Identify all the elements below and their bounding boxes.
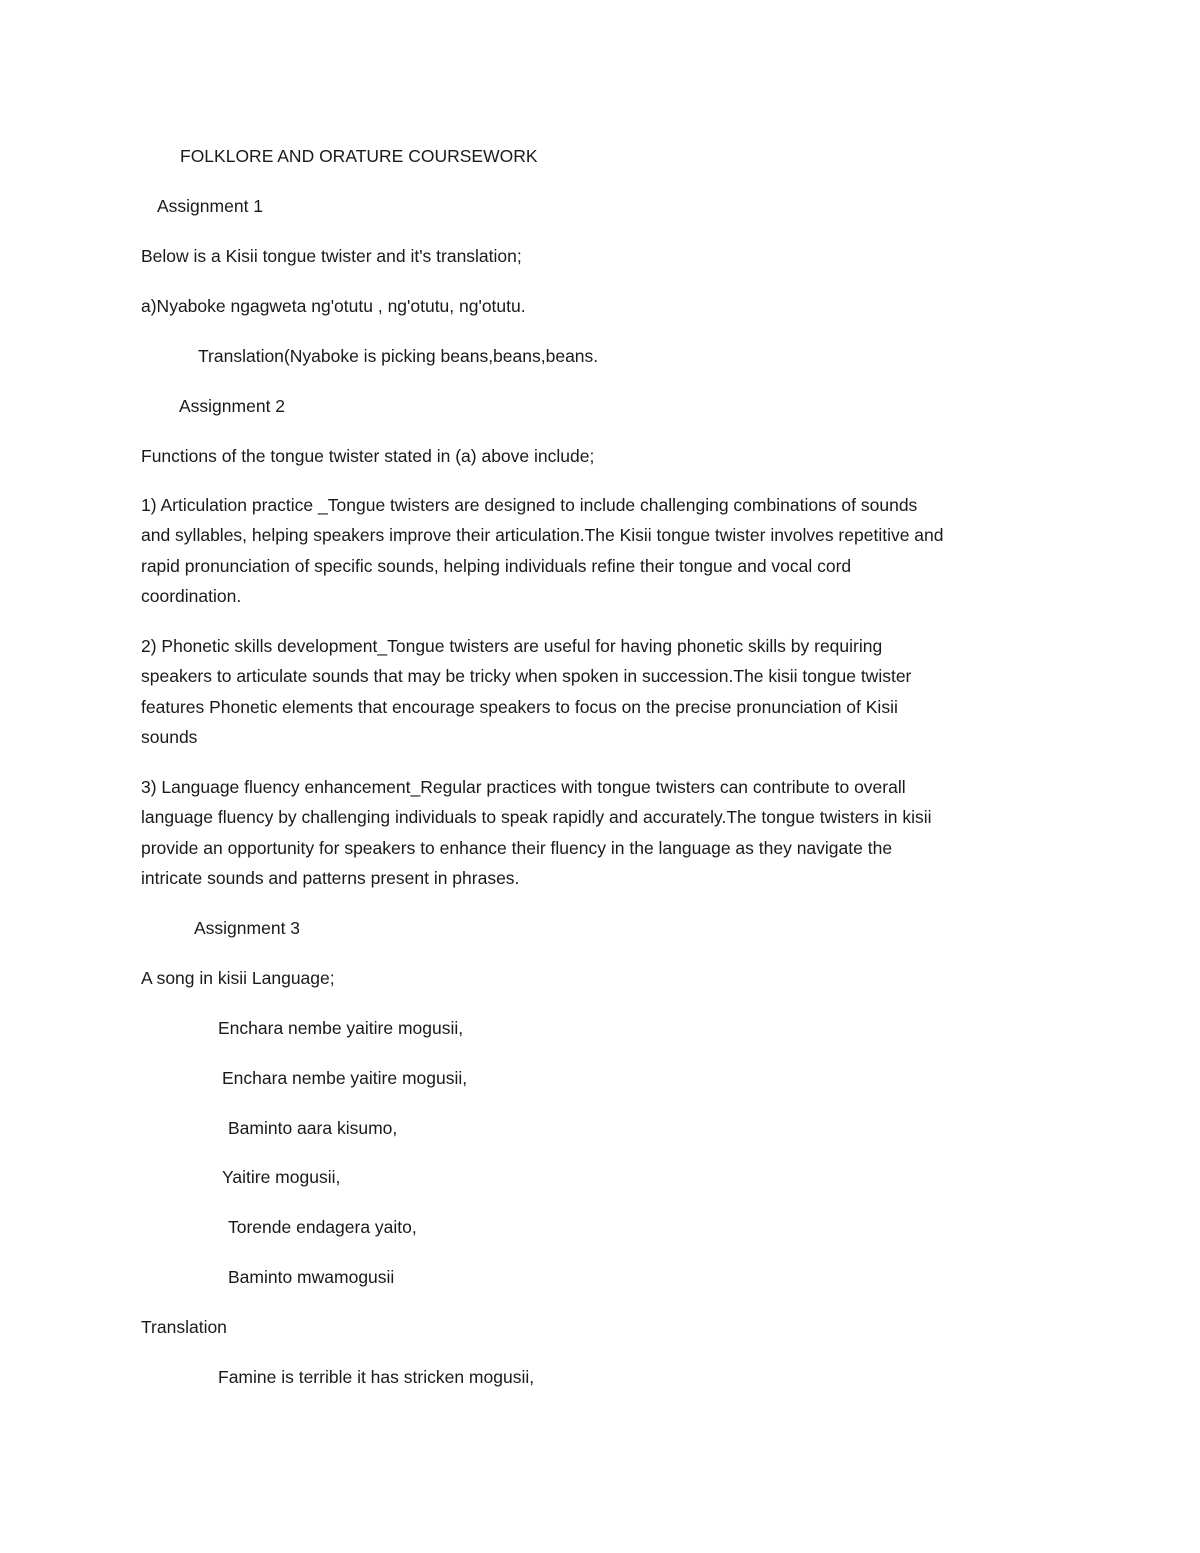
- assignment-3-heading: Assignment 3: [194, 918, 301, 938]
- paragraph-line: rapid pronunciation of specific sounds, helping individuals refine their tongue and vocal cord: [141, 555, 852, 576]
- paragraph-line: 3) Language fluency enhancement_Regular practices with tongue twisters can contribute to overall: [141, 777, 906, 797]
- paragraph-line: and syllables, helping speakers improve their articulation.The Kisii tongue twister involves repetitive and: [141, 525, 944, 546]
- song-line: Torende endagera yaito,: [228, 1217, 417, 1237]
- function-point-1: [141, 490, 1071, 612]
- paragraph-line: 1) Articulation practice _Tongue twisters are designed to include challenging combinations of sounds: [141, 495, 918, 515]
- assignment-1-heading: Assignment 1: [157, 196, 264, 216]
- paragraph-line: features Phonetic elements that encourage speakers to focus on the precise pronunciation of Kisii: [141, 696, 898, 717]
- assignment-2-intro: Functions of the tongue twister stated in (a) above include;: [141, 446, 595, 466]
- paragraph-line: language fluency by challenging individuals to speak rapidly and accurately.The tongue twisters in kisii: [141, 807, 932, 828]
- paragraph-line: intricate sounds and patterns present in phrases.: [141, 868, 520, 889]
- song-translation-label: Translation: [141, 1317, 227, 1337]
- function-point-3: [141, 772, 1071, 894]
- assignment-3-intro: A song in kisii Language;: [141, 968, 335, 988]
- song-translation-line: Famine is terrible it has stricken mogusii,: [218, 1367, 535, 1387]
- song-line: Yaitire mogusii,: [222, 1167, 341, 1187]
- assignment-2-heading: Assignment 2: [179, 396, 286, 416]
- paragraph-line: 2) Phonetic skills development_Tongue twisters are useful for having phonetic skills by requiring: [141, 636, 883, 656]
- paragraph-line: speakers to articulate sounds that may be tricky when spoken in succession.The kisii tongue twister: [141, 666, 912, 687]
- song-line: Enchara nembe yaitire mogusii,: [222, 1068, 468, 1088]
- paragraph-line: sounds: [141, 727, 198, 748]
- song-line: Baminto mwamogusii: [228, 1267, 395, 1287]
- paragraph-line: coordination.: [141, 586, 242, 607]
- tongue-twister-text: a)Nyaboke ngagweta ng'otutu , ng'otutu, ng'otutu.: [141, 296, 526, 316]
- document-title: FOLKLORE AND ORATURE COURSEWORK: [180, 146, 538, 166]
- tongue-twister-translation: Translation(Nyaboke is picking beans,beans,beans.: [198, 346, 599, 366]
- assignment-1-intro: Below is a Kisii tongue twister and it's translation;: [141, 246, 522, 266]
- song-line: Enchara nembe yaitire mogusii,: [218, 1018, 464, 1038]
- song-line: Baminto aara kisumo,: [228, 1118, 398, 1138]
- function-point-2: [141, 631, 1071, 753]
- paragraph-line: provide an opportunity for speakers to enhance their fluency in the language as they navigate the: [141, 837, 893, 858]
